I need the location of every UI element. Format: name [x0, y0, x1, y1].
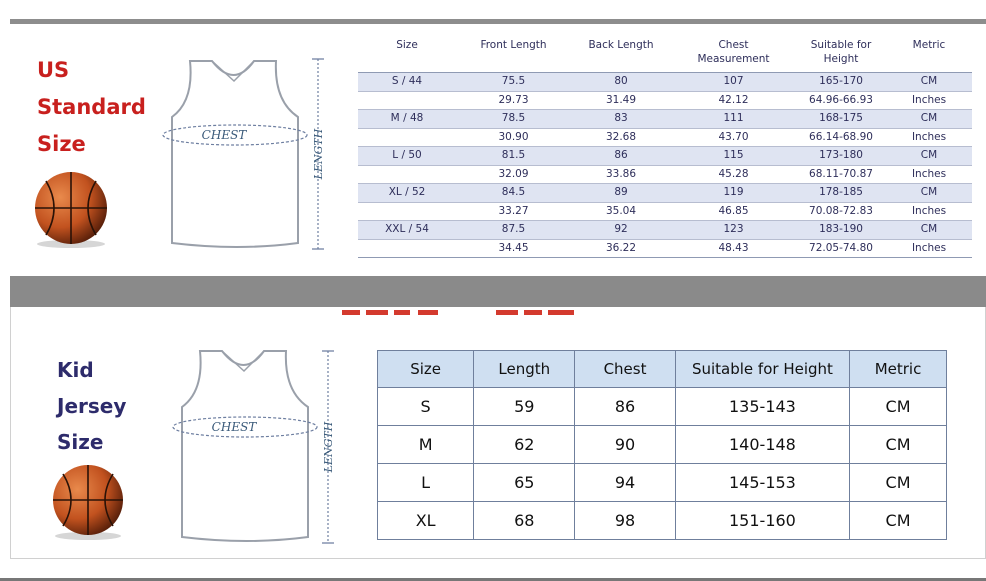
table-header-row [358, 36, 972, 73]
cell: 123 [671, 221, 796, 240]
table-header-row [378, 351, 947, 388]
cell: 75.5 [456, 73, 571, 92]
cell: L / 50 [358, 147, 456, 166]
cell: XXL / 54 [358, 221, 456, 240]
top-border [10, 19, 986, 24]
cell: 33.86 [571, 165, 671, 184]
header-height: Suitable for Height [675, 351, 849, 388]
table-row [378, 464, 947, 502]
cell: 72.05-74.80 [796, 239, 886, 258]
cell: Inches [886, 128, 972, 147]
cell: M / 48 [358, 110, 456, 129]
cell: 33.27 [456, 202, 571, 221]
cell: CM [886, 110, 972, 129]
cell: 178-185 [796, 184, 886, 203]
table-row [358, 110, 972, 129]
table-row [358, 128, 972, 147]
kid-size-table [377, 350, 947, 540]
jersey-icon [160, 345, 340, 550]
cell: CM [886, 73, 972, 92]
header-metric: Metric [850, 351, 947, 388]
cell: 84.5 [456, 184, 571, 203]
cell: 70.08-72.83 [796, 202, 886, 221]
cell [358, 239, 456, 258]
cell: 43.70 [671, 128, 796, 147]
cell: 31.49 [571, 91, 671, 110]
cell: 111 [671, 110, 796, 129]
cell: 89 [571, 184, 671, 203]
cell: 98 [575, 502, 676, 540]
cell: 32.09 [456, 165, 571, 184]
us-size-title [37, 52, 146, 163]
cell [358, 202, 456, 221]
header-front-length: Front Length [456, 36, 571, 73]
table-row [358, 73, 972, 92]
cell: 183-190 [796, 221, 886, 240]
cell: 66.14-68.90 [796, 128, 886, 147]
cell: 36.22 [571, 239, 671, 258]
cell: XL / 52 [358, 184, 456, 203]
cell: 45.28 [671, 165, 796, 184]
title-line: Jersey [57, 394, 127, 418]
chest-label: CHEST [201, 128, 247, 142]
cell: 86 [575, 388, 676, 426]
table-row [378, 426, 947, 464]
table-row [358, 147, 972, 166]
cell: CM [886, 184, 972, 203]
length-label: LENGTH [322, 421, 335, 473]
table-row [358, 202, 972, 221]
cell: CM [850, 388, 947, 426]
header-height: Suitable for Height [796, 36, 886, 73]
cell: 81.5 [456, 147, 571, 166]
cell: XL [378, 502, 474, 540]
cell: 168-175 [796, 110, 886, 129]
chest-label: CHEST [211, 420, 257, 434]
cell: 83 [571, 110, 671, 129]
header-chest: Chest Measurement [671, 36, 796, 73]
table-row [378, 388, 947, 426]
title-line: Size [57, 430, 104, 454]
header-chest: Chest [575, 351, 676, 388]
cell: 119 [671, 184, 796, 203]
cell: S [378, 388, 474, 426]
cell: 32.68 [571, 128, 671, 147]
cell: 115 [671, 147, 796, 166]
cell: 64.96-66.93 [796, 91, 886, 110]
header-size: Size [378, 351, 474, 388]
cell: 29.73 [456, 91, 571, 110]
cell: 80 [571, 73, 671, 92]
cell: 107 [671, 73, 796, 92]
cell: 46.85 [671, 202, 796, 221]
cell [358, 165, 456, 184]
cell: 90 [575, 426, 676, 464]
cell: 48.43 [671, 239, 796, 258]
cell: CM [886, 147, 972, 166]
cell: 42.12 [671, 91, 796, 110]
cell: 94 [575, 464, 676, 502]
cell: L [378, 464, 474, 502]
cell: 135-143 [675, 388, 849, 426]
cell: Inches [886, 202, 972, 221]
basketball-icon [46, 462, 130, 542]
title-line: Kid [57, 358, 94, 382]
cell: 151-160 [675, 502, 849, 540]
cell: 145-153 [675, 464, 849, 502]
cropped-heading-fragment [340, 308, 580, 318]
cell: 140-148 [675, 426, 849, 464]
cell: 62 [474, 426, 575, 464]
title-line: Standard [37, 95, 146, 119]
basketball-icon [28, 168, 114, 250]
header-metric: Metric [886, 36, 972, 73]
cell: Inches [886, 165, 972, 184]
table-row [358, 184, 972, 203]
cell: 30.90 [456, 128, 571, 147]
cell: CM [850, 464, 947, 502]
table-row [358, 221, 972, 240]
cell: M [378, 426, 474, 464]
cell: 34.45 [456, 239, 571, 258]
cell: CM [850, 426, 947, 464]
cell: S / 44 [358, 73, 456, 92]
cell: 87.5 [456, 221, 571, 240]
cell: 78.5 [456, 110, 571, 129]
cell: CM [886, 221, 972, 240]
cell: 173-180 [796, 147, 886, 166]
table-row [358, 239, 972, 258]
cell: CM [850, 502, 947, 540]
cell [358, 91, 456, 110]
us-size-table [358, 36, 972, 258]
jersey-icon [150, 55, 330, 255]
cell: 86 [571, 147, 671, 166]
length-label: LENGTH [312, 128, 325, 180]
section-divider [10, 276, 986, 307]
title-line: Size [37, 132, 86, 156]
header-length: Length [474, 351, 575, 388]
table-row [358, 91, 972, 110]
cell: 59 [474, 388, 575, 426]
title-line: US [37, 58, 70, 82]
kid-size-title [57, 352, 126, 460]
cell: 92 [571, 221, 671, 240]
header-back-length: Back Length [571, 36, 671, 73]
cell: Inches [886, 239, 972, 258]
cell: Inches [886, 91, 972, 110]
table-row [378, 502, 947, 540]
header-size: Size [358, 36, 456, 73]
cell: 65 [474, 464, 575, 502]
cell: 68.11-70.87 [796, 165, 886, 184]
cell: 165-170 [796, 73, 886, 92]
cell: 68 [474, 502, 575, 540]
table-row [358, 165, 972, 184]
cell: 35.04 [571, 202, 671, 221]
cell [358, 128, 456, 147]
